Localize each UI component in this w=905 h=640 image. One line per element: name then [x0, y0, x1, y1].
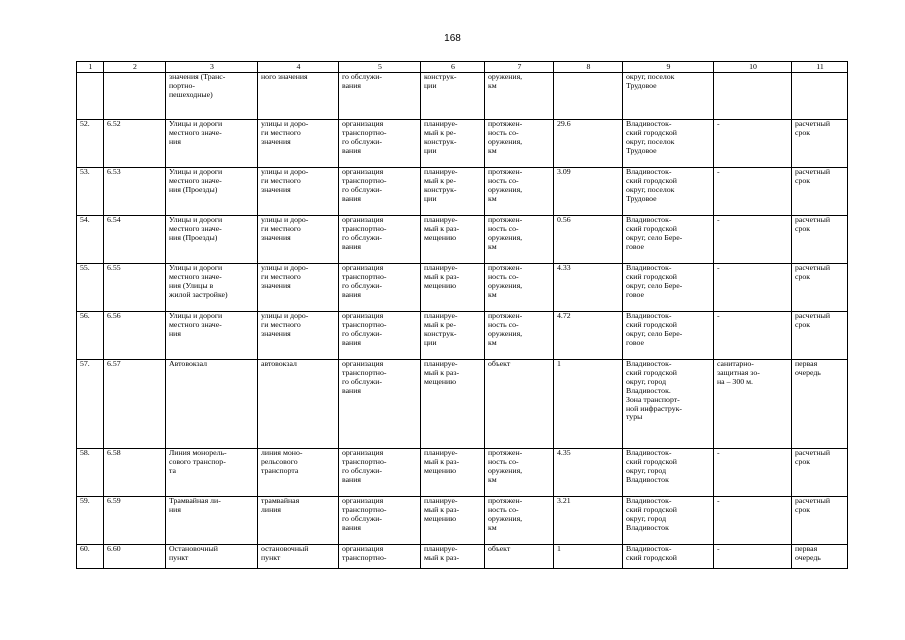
column-number: 8: [554, 62, 623, 73]
table-cell: -: [714, 545, 792, 569]
table-cell: протяжен- ность со- оружения, км: [485, 216, 554, 264]
table-cell: расчетный срок: [792, 216, 848, 264]
table-cell: -: [714, 264, 792, 312]
table-cell: Владивосток- ский городской округ, село Бере- говое: [623, 264, 714, 312]
table-cell: улицы и доро- ги местного значения: [258, 216, 339, 264]
table-cell: Улицы и дороги местного значе- ния (Улицы в жилой застройке): [166, 264, 258, 312]
table-cell: Владивосток- ский городской: [623, 545, 714, 569]
objects-table: [76, 61, 848, 569]
table-row: [77, 449, 848, 497]
table-cell: расчетный срок: [792, 497, 848, 545]
table-cell: 55.: [77, 264, 104, 312]
table-cell: протяжен- ность со- оружения, км: [485, 312, 554, 360]
table-cell: -: [714, 449, 792, 497]
table-cell: организация транспортно- го обслужи- вания: [339, 312, 421, 360]
table-cell: 3.21: [554, 497, 623, 545]
table-row: [77, 264, 848, 312]
column-number: 3: [166, 62, 258, 73]
table-cell: первая очередь: [792, 360, 848, 449]
table-cell: Улицы и дороги местного значе- ния (Проезды): [166, 168, 258, 216]
table-cell: -: [714, 497, 792, 545]
table-cell: Владивосток- ский городской округ, город Владивосток: [623, 449, 714, 497]
table-cell: 60.: [77, 545, 104, 569]
continuation-row: [77, 73, 848, 120]
table-cell: 6.56: [104, 312, 166, 360]
table-cell: протяжен- ность со- оружения, км: [485, 168, 554, 216]
table-row: [77, 497, 848, 545]
table-cell: Владивосток- ский городской округ, город Владивосток: [623, 497, 714, 545]
table-cell: организация транспортно- го обслужи- вания: [339, 120, 421, 168]
table-cell: [792, 73, 848, 120]
table-row: [77, 168, 848, 216]
table-cell: протяжен- ность со- оружения, км: [485, 264, 554, 312]
table-cell: расчетный срок: [792, 120, 848, 168]
table-cell: организация транспортно- го обслужи- вания: [339, 449, 421, 497]
table-cell: значения (Транс- портно- пешеходные): [166, 73, 258, 120]
table-cell: 4.72: [554, 312, 623, 360]
table-cell: планируе- мый к раз- мещению: [421, 449, 485, 497]
table-cell: Улицы и дороги местного значе- ния (Проезды): [166, 216, 258, 264]
table-cell: 59.: [77, 497, 104, 545]
table-cell: планируе- мый к раз- мещению: [421, 264, 485, 312]
table-cell: 6.60: [104, 545, 166, 569]
table-cell: расчетный срок: [792, 312, 848, 360]
table-cell: 3.09: [554, 168, 623, 216]
table-cell: организация транспортно- го обслужи- вания: [339, 168, 421, 216]
table-cell: Владивосток- ский городской округ, село Бере- говое: [623, 216, 714, 264]
table-cell: 56.: [77, 312, 104, 360]
table-cell: 52.: [77, 120, 104, 168]
table-cell: Трамвайная ли- ния: [166, 497, 258, 545]
table-cell: Владивосток- ский городской округ, село Бере- говое: [623, 312, 714, 360]
table-cell: [104, 73, 166, 120]
table-cell: планируе- мый к раз- мещению: [421, 360, 485, 449]
table-cell: Владивосток- ский городской округ, поселок Трудовое: [623, 120, 714, 168]
table-cell: 6.58: [104, 449, 166, 497]
table-cell: 53.: [77, 168, 104, 216]
table-cell: санитарно- защитная зо- на – 300 м.: [714, 360, 792, 449]
column-number: 2: [104, 62, 166, 73]
table-cell: протяжен- ность со- оружения, км: [485, 449, 554, 497]
column-number: 1: [77, 62, 104, 73]
table-cell: первая очередь: [792, 545, 848, 569]
table-cell: -: [714, 216, 792, 264]
column-number: 4: [258, 62, 339, 73]
table-cell: объект: [485, 360, 554, 449]
page-number: 168: [444, 33, 461, 44]
table-cell: расчетный срок: [792, 449, 848, 497]
table-cell: улицы и доро- ги местного значения: [258, 168, 339, 216]
table-cell: 0.56: [554, 216, 623, 264]
table-cell: 6.59: [104, 497, 166, 545]
table-cell: планируе- мый к раз- мещению: [421, 497, 485, 545]
table-cell: 6.57: [104, 360, 166, 449]
table-cell: конструк- ции: [421, 73, 485, 120]
table-row: [77, 216, 848, 264]
column-number: 10: [714, 62, 792, 73]
table-cell: организация транспортно- го обслужи- вания: [339, 216, 421, 264]
table-cell: протяжен- ность со- оружения, км: [485, 497, 554, 545]
table-cell: [77, 73, 104, 120]
table-cell: Владивосток- ский городской округ, город Владивосток. Зона транспорт- ной инфраструк- туры: [623, 360, 714, 449]
table-cell: планируе- мый к ре- конструк- ции: [421, 120, 485, 168]
table-row: [77, 360, 848, 449]
table-cell: расчетный срок: [792, 264, 848, 312]
table-cell: го обслужи- вания: [339, 73, 421, 120]
table-cell: планируе- мый к ре- конструк- ции: [421, 312, 485, 360]
column-number: 6: [421, 62, 485, 73]
table-cell: 6.52: [104, 120, 166, 168]
table-cell: расчетный срок: [792, 168, 848, 216]
table-cell: Улицы и дороги местного значе- ния: [166, 120, 258, 168]
table-cell: 1: [554, 545, 623, 569]
table-cell: 54.: [77, 216, 104, 264]
table-cell: 4.33: [554, 264, 623, 312]
table-cell: протяжен- ность со- оружения, км: [485, 120, 554, 168]
table-cell: улицы и доро- ги местного значения: [258, 312, 339, 360]
table-row: [77, 545, 848, 569]
column-number: 11: [792, 62, 848, 73]
table-cell: [554, 73, 623, 120]
table-cell: организация транспортно- го обслужи- вания: [339, 360, 421, 449]
table-cell: объект: [485, 545, 554, 569]
column-number-row: [77, 62, 848, 73]
table-cell: автовокзал: [258, 360, 339, 449]
table-cell: ного значения: [258, 73, 339, 120]
table-cell: трамвайная линия: [258, 497, 339, 545]
table-cell: улицы и доро- ги местного значения: [258, 264, 339, 312]
table-cell: планируе- мый к ре- конструк- ции: [421, 168, 485, 216]
table-cell: 58.: [77, 449, 104, 497]
table-cell: организация транспортно- го обслужи- вания: [339, 497, 421, 545]
table-cell: оружения, км: [485, 73, 554, 120]
table-cell: Улицы и дороги местного значе- ния: [166, 312, 258, 360]
table-cell: 29.6: [554, 120, 623, 168]
table-cell: организация транспортно-: [339, 545, 421, 569]
table-cell: организация транспортно- го обслужи- вания: [339, 264, 421, 312]
table-cell: планируе- мый к раз-: [421, 545, 485, 569]
table-cell: планируе- мый к раз- мещению: [421, 216, 485, 264]
table-cell: остановочный пункт: [258, 545, 339, 569]
table-row: [77, 312, 848, 360]
column-number: 5: [339, 62, 421, 73]
table-cell: 6.55: [104, 264, 166, 312]
table-cell: -: [714, 312, 792, 360]
table-cell: 6.53: [104, 168, 166, 216]
column-number: 7: [485, 62, 554, 73]
table-cell: округ, поселок Трудовое: [623, 73, 714, 120]
table-cell: Автовокзал: [166, 360, 258, 449]
table-cell: 57.: [77, 360, 104, 449]
table-cell: [714, 73, 792, 120]
table-cell: улицы и доро- ги местного значения: [258, 120, 339, 168]
table-cell: 6.54: [104, 216, 166, 264]
table-row: [77, 120, 848, 168]
column-number: 9: [623, 62, 714, 73]
table-cell: -: [714, 168, 792, 216]
table-cell: Владивосток- ский городской округ, поселок Трудовое: [623, 168, 714, 216]
table-cell: линия моно- рельсового транспорта: [258, 449, 339, 497]
table-cell: 1: [554, 360, 623, 449]
table-cell: 4.35: [554, 449, 623, 497]
table-cell: Линия монорель- сового транспор- та: [166, 449, 258, 497]
table-cell: Остановочный пункт: [166, 545, 258, 569]
table-cell: -: [714, 120, 792, 168]
